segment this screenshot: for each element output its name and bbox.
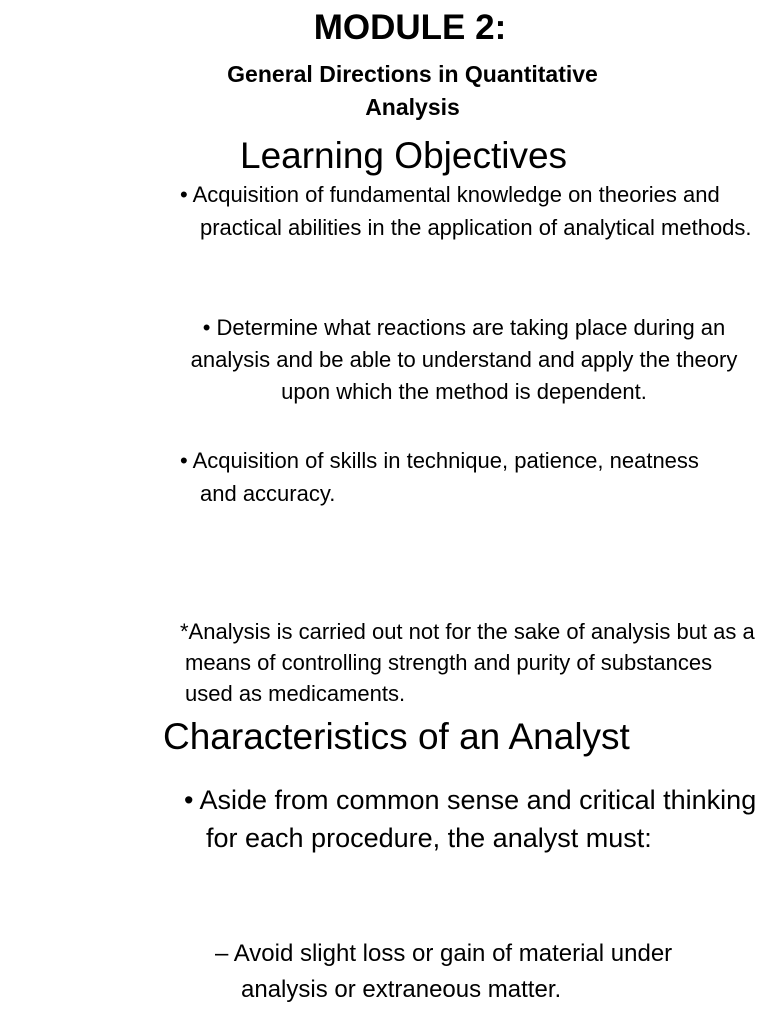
objective-item-1 (172, 178, 768, 244)
objective-item-2 (174, 312, 754, 408)
characteristics-heading: Characteristics of an Analyst (163, 716, 630, 757)
characteristics-sub-point-1 (215, 936, 761, 1008)
module-title: MODULE 2: (313, 8, 507, 47)
objective-item-3 (172, 444, 710, 510)
objective-text: Determine what reactions are taking place during an analysis and be able to understand and apply the theory upon which the method is dependent. (190, 315, 738, 404)
bullet-icon: • (180, 182, 188, 207)
characteristics-main-point (178, 781, 768, 857)
objective-text: Acquisition of fundamental knowledge on theories and practical abilities in the application of analytical methods. (192, 182, 752, 240)
main-point-text: Aside from common sense and critical thinking for each procedure, the analyst must: (199, 785, 757, 853)
module-subtitle: General Directions in Quantitative Analysis (227, 61, 598, 120)
objective-text: Acquisition of skills in technique, patience, neatness and accuracy. (192, 448, 699, 506)
learning-objectives-heading: Learning Objectives (240, 135, 568, 176)
sub-point-text: Avoid slight loss or gain of material under analysis or extraneous matter. (233, 940, 673, 1003)
bullet-icon: • (202, 315, 211, 340)
bullet-icon: • (184, 785, 194, 815)
dash-icon: – (215, 940, 229, 967)
analysis-note: *Analysis is carried out not for the sake of analysis but as a means of controlling strength and purity of substances used as medicaments. (180, 619, 755, 706)
bullet-icon: • (180, 448, 188, 473)
